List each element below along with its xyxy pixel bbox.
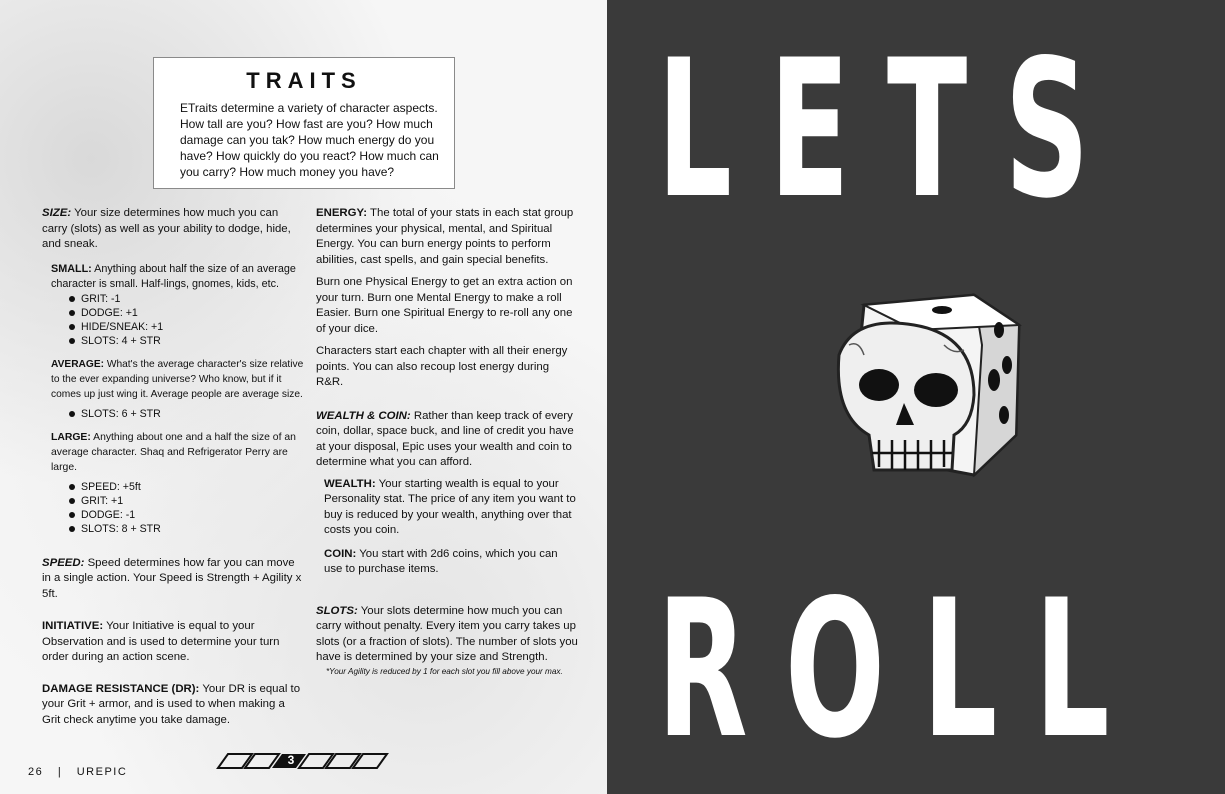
stat-item: GRIT: -1 (67, 292, 304, 306)
chapter-tracker-icon (212, 752, 402, 770)
stat-item: HIDE/SNEAK: +1 (67, 320, 304, 334)
initiative-label: INITIATIVE: (42, 620, 104, 632)
footer-separator: | (57, 766, 63, 778)
wealth-text: Your starting wealth is equal to your Personality stat. The price of any item you want to buy is reduced by your wealth, anything over that costs you coin. (324, 477, 576, 536)
wealth-label: WEALTH: (324, 477, 376, 490)
small-text: Anything about half the size of an average character is small. Half-lings, gnomes, kids, etc. (51, 262, 296, 290)
small-label: SMALL: (51, 262, 92, 275)
page-number: 26 (28, 766, 44, 778)
dr-label: DAMAGE RESISTANCE (DR): (42, 682, 200, 695)
average-section (51, 357, 304, 421)
stat-item: SLOTS: 6 + STR (67, 407, 304, 421)
right-column (316, 206, 578, 678)
energy-paragraph (316, 206, 578, 268)
stat-item: DODGE: -1 (67, 508, 304, 522)
coin-label: COIN: (324, 547, 357, 560)
dr-paragraph (42, 682, 304, 729)
initiative-paragraph (42, 619, 304, 666)
traits-intro: ETraits determine a variety of character aspects. How tall are you? How fast are you? How much damage can you tak? How much energy do you have? How quickly do you react? How much can you carry? How much money you have? (180, 101, 439, 179)
footer-brand: UREPIC (76, 766, 128, 778)
size-label: SIZE: (42, 207, 72, 219)
slots-label: SLOTS: (316, 604, 358, 617)
skull-dice-icon (824, 285, 1024, 485)
average-stats (67, 407, 304, 421)
slots-paragraph (316, 604, 578, 666)
large-label: LARGE: (51, 431, 91, 443)
large-section (51, 430, 304, 536)
poster-panel (607, 0, 1225, 794)
wealth-paragraph (324, 477, 578, 539)
speed-paragraph (42, 556, 304, 603)
speed-label: SPEED: (42, 556, 85, 569)
average-label: AVERAGE: (51, 358, 105, 370)
speed-text: Speed determines how far you can move in a single action. Your Speed is Strength + Agility x 5ft. (42, 556, 302, 600)
traits-title: TRAITS (246, 68, 362, 93)
chapter-indicator (212, 752, 402, 770)
wealth-coin-paragraph (316, 409, 578, 471)
coin-paragraph (324, 547, 578, 578)
stat-item: SLOTS: 4 + STR (67, 334, 304, 348)
left-page (0, 0, 607, 794)
size-paragraph (42, 206, 304, 253)
energy-label: ENERGY: (316, 207, 368, 219)
left-column (42, 206, 304, 728)
wealth-coin-label: WEALTH & COIN: (316, 409, 411, 422)
energy-text: The total of your stats in each stat group determines your physical, mental, and Spiritual Energy. You can burn energy points to perform abilities, cast spells, and gain special benefits. (316, 207, 574, 266)
wealth-coin-text: Rather than keep track of every coin, dollar, space buck, and line of credit you have at your disposal, Epic uses your wealth and coin to determine what you can afford. (316, 409, 574, 468)
stat-item: SPEED: +5ft (67, 480, 304, 494)
large-text: Anything about one and a half the size of an average character. Shaq and Refrigerator Perry are large. (51, 431, 296, 473)
energy-paragraph-3: Characters start each chapter with all their energy points. You can also recoup lost energy during R&R. (316, 345, 568, 388)
average-text: What's the average character's size relative to the ever expanding universe? Who know, but if it comes up just wing it. Average people are average size. (51, 358, 304, 400)
traits-box (153, 57, 455, 189)
page-footer (28, 766, 127, 778)
dr-text: Your DR is equal to your Grit + armor, and is used to when making a Grit check anytime you take damage. (42, 682, 301, 726)
chapter-number: 3 (287, 753, 295, 767)
poster-line-2: ROLL (657, 559, 1147, 780)
small-stats (67, 292, 304, 348)
energy-paragraph-2: Burn one Physical Energy to get an extra action on your turn. Burn one Mental Energy to make a roll Easier. Burn one Spiritual Energy to re-roll any one of your dice. (316, 276, 573, 335)
coin-text: You start with 2d6 coins, which you can use to purchase items. (324, 547, 558, 575)
slots-note: *Your Agility is reduced by 1 for each slot you fill above your max. (326, 666, 563, 676)
stat-item: SLOTS: 8 + STR (67, 522, 304, 536)
stat-item: GRIT: +1 (67, 494, 304, 508)
slots-text: Your slots determine how much you can carry without penalty. Every item you carry takes up slots (or a fraction of slots). The number of slots you have is determined by your size and Strength. (316, 604, 578, 663)
poster-line-1: LETS (657, 19, 1127, 240)
size-text: Your size determines how much you can carry (slots) as well as your ability to dodge, hide, and sneak. (42, 207, 291, 250)
small-section (51, 262, 304, 348)
large-stats (67, 480, 304, 536)
initiative-text: Your Initiative is equal to your Observation and is used to determine your turn order during an action scene. (42, 620, 280, 663)
stat-item: DODGE: +1 (67, 306, 304, 320)
